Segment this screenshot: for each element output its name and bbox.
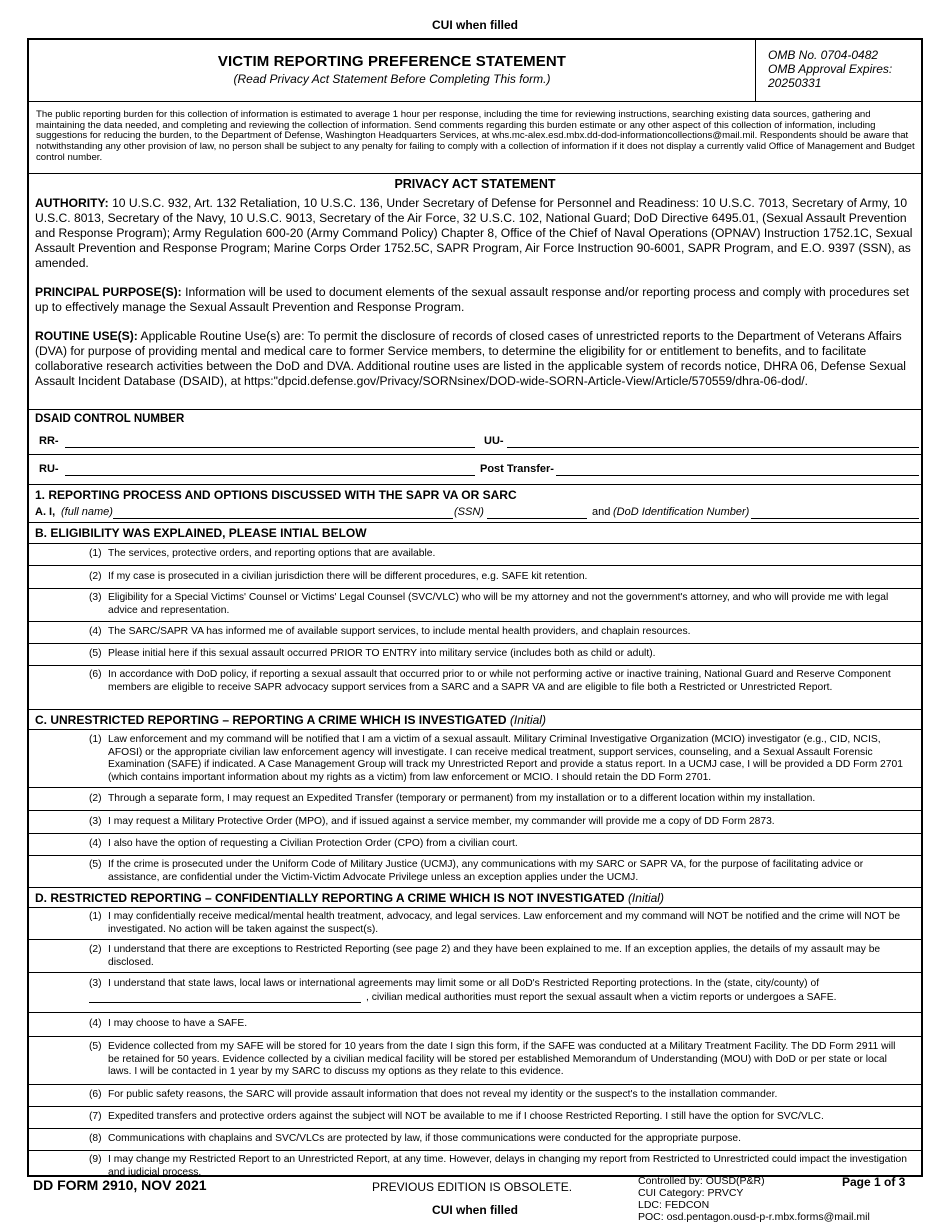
item-text: I understand that there are exceptions to Restricted Reporting (see page 2) and they have been explained to me. If an exception applies, the details of my assault may be disclosed. bbox=[108, 944, 881, 968]
routine-label: ROUTINE USE(S): bbox=[35, 329, 138, 343]
ssn-field[interactable] bbox=[487, 518, 587, 519]
item-text: Please initial here if this sexual assault occurred PRIOR TO ENTRY into military service (includes both as child or adult). bbox=[108, 648, 656, 659]
item-text: Through a separate form, I may request an Expedited Transfer (temporary or permanent) from my installation or to a different location within my installation. bbox=[108, 793, 816, 804]
item-number: (3) bbox=[89, 592, 102, 603]
obsolete-notice: PREVIOUS EDITION IS OBSOLETE. bbox=[372, 1180, 573, 1194]
section-d-item[interactable] bbox=[29, 908, 921, 940]
full-name-field[interactable] bbox=[113, 518, 453, 519]
jurisdiction-line bbox=[89, 991, 907, 1007]
section-c-item[interactable] bbox=[29, 856, 921, 888]
section-b-item[interactable] bbox=[29, 666, 921, 710]
section-d-item[interactable] bbox=[29, 1037, 921, 1085]
section-c-item[interactable] bbox=[29, 788, 921, 811]
section-1-title: 1. REPORTING PROCESS AND OPTIONS DISCUSSED WITH THE SAPR VA OR SARC bbox=[35, 488, 517, 502]
section-c-heading-text: C. UNRESTRICTED REPORTING – REPORTING A CRIME WHICH IS INVESTIGATED bbox=[35, 713, 507, 727]
section-b-item[interactable] bbox=[29, 566, 921, 589]
item-text: Communications with chaplains and SVC/VLCs are protected by law, if those communications were conducted for the appropriate purpose. bbox=[108, 1133, 742, 1144]
dod-id-field[interactable] bbox=[751, 518, 919, 519]
item-text: If my case is prosecuted in a civilian jurisdiction there will be different procedures, e.g. SAFE kit retention. bbox=[108, 571, 588, 582]
dsaid-control-number-block bbox=[29, 410, 921, 485]
item-text: If the crime is prosecuted under the Uniform Code of Military Justice (UCMJ), any communications with my SARC or SAPR VA, for the purpose of facilitating advice or assistance, are confidential under the Victim-Victim Advocate Privilege unless an exception applies under the UCMJ. bbox=[108, 859, 864, 883]
item-text: In accordance with DoD policy, if reporting a sexual assault that occurred prior to or while not performing active or inactive training, National Guard and Reserve Component members are eligible to receive SAPR advocacy support services from a SARC and a SAPR VA and are eligible to file both a Restricted or Unrestricted Report. bbox=[108, 669, 891, 693]
post-transfer-field[interactable] bbox=[556, 475, 919, 476]
item-text: The SARC/SAPR VA has informed me of available support services, to include mental health providers, and chaplain resources. bbox=[108, 626, 691, 637]
a-label: A. I, bbox=[35, 506, 56, 518]
item-text: For public safety reasons, the SARC will provide assault information that does not reveal my identity or the suspect's to the installation commander. bbox=[108, 1089, 778, 1100]
privacy-act-statement bbox=[29, 174, 921, 410]
section-d-item[interactable] bbox=[29, 1107, 921, 1129]
rr-field[interactable] bbox=[65, 447, 475, 448]
form-title: VICTIM REPORTING PREFERENCE STATEMENT bbox=[217, 53, 567, 70]
routine-use-paragraph bbox=[35, 329, 915, 389]
item-number: (3) bbox=[89, 978, 102, 989]
item-number: (1) bbox=[89, 911, 102, 922]
item-number: (6) bbox=[89, 1089, 102, 1100]
omb-expires-date: 20250331 bbox=[768, 76, 822, 90]
form-frame bbox=[27, 38, 923, 1177]
section-c-heading bbox=[29, 710, 921, 730]
form-header bbox=[29, 40, 921, 102]
section-b-item[interactable] bbox=[29, 544, 921, 566]
section-b-heading: B. ELIGIBILITY WAS EXPLAINED, PLEASE INTIAL BELOW bbox=[29, 523, 921, 544]
uu-field[interactable] bbox=[507, 447, 919, 448]
section-1-a-row bbox=[29, 503, 921, 523]
cui-top-marking: CUI when filled bbox=[431, 18, 518, 32]
post-transfer-label: Post Transfer- bbox=[480, 463, 554, 475]
section-c-item[interactable] bbox=[29, 730, 921, 788]
routine-text: Applicable Routine Use(s) are: To permit the disclosure of records of closed cases of unrestricted reports to the Department of Veterans Affairs (DVA) for purpose of providing mental and medical care to former Service members, to determine the eligibility for or entitlement to benefits, and to facilitate collaborative research activities between the DoD and DVA. Additional routine uses are listed in the applicable system of records notice, DHRA 06, Defense Sexual Assault Incident Database (DSAID), at https:"dpcid.defense.gov/Privacy/SORNsinex/DOD-wide-SORN-Article-View/Article/570559/dhra-06-dod/. bbox=[35, 329, 906, 388]
privacy-heading: PRIVACY ACT STATEMENT bbox=[394, 177, 556, 191]
rr-label: RR- bbox=[39, 435, 59, 447]
item-text: Expedited transfers and protective orders against the subject will NOT be available to me if I choose Restricted Reporting. I still have the option for SVC/VLC. bbox=[108, 1111, 824, 1122]
item-text: Evidence collected from my SAFE will be stored for 10 years from the date I sign this form, if the SAFE was conducted at a Military Treatment Facility. The DD Form 2911 will be retained for 50 years. Evidence collected by a civilian medical facility will be stored per established Memorandum of Understanding (MOU) with DoD or per state or local laws. I will be contacted in 1 year by my SARC to discuss my options as they relate to this evidence. bbox=[108, 1041, 896, 1077]
form-footer bbox=[0, 1177, 950, 1230]
omb-block bbox=[755, 40, 921, 101]
item-number: (4) bbox=[89, 1018, 102, 1029]
section-c-item[interactable] bbox=[29, 834, 921, 856]
purpose-label: PRINCIPAL PURPOSE(S): bbox=[35, 285, 182, 299]
item-text: I may confidentially receive medical/mental health treatment, advocacy, and legal services. Law enforcement and my command will NOT be notified and the crime will NOT be investigated. No action will be taken against the suspect(s). bbox=[108, 911, 901, 935]
item-number: (2) bbox=[89, 944, 102, 955]
form-id: DD FORM 2910, NOV 2021 bbox=[33, 1177, 207, 1193]
section-d-heading-note: (Initial) bbox=[627, 891, 664, 905]
item-number: (1) bbox=[89, 548, 102, 559]
burden-statement: The public reporting burden for this collection of information is estimated to average 1 hour per response, including the time for reviewing instructions, searching existing data sources, gathering and maintaining the data needed, and completing and reviewing the collection of information. Send comments regarding this burden estimate or any other aspect of this collection of information, including suggestions for reducing the burden, to the Department of Defense, Washington Headquarters Services, at whs.mc-alex.esd.mbx.dd-dod-informationcollections@mail.mil. Respondents should be aware that notwithstanding any other provision of law, no person shall be subject to any penalty for failing to comply with a collection of information if it does not display a currently valid Office of Management and Budget control number. bbox=[29, 102, 921, 174]
dod-id-label: (DoD Identification Number) bbox=[613, 506, 750, 518]
item-text: I also have the option of requesting a Civilian Protection Order (CPO) from a civilian court. bbox=[108, 838, 518, 849]
item-text: I may choose to have a SAFE. bbox=[108, 1018, 248, 1029]
item-text: I may change my Restricted Report to an Unrestricted Report, at any time. However, delays in changing my report from Restricted to Unrestricted could impact the investigation and judicial process. bbox=[108, 1154, 907, 1178]
item-number: (7) bbox=[89, 1111, 102, 1122]
item-number: (4) bbox=[89, 626, 102, 637]
section-d-item[interactable] bbox=[29, 940, 921, 973]
section-b-item[interactable] bbox=[29, 622, 921, 644]
item-text-after: , civilian medical authorities must report the sexual assault when a victim reports or undergoes a SAFE. bbox=[366, 991, 837, 1003]
dsaid-divider bbox=[29, 454, 921, 455]
item-text: I understand that state laws, local laws or international agreements may limit some or all DoD's Restricted Reporting protections. In the (state, city/county) of bbox=[108, 978, 820, 989]
section-d-item[interactable] bbox=[29, 1013, 921, 1037]
full-name-label: (full name) bbox=[61, 506, 113, 518]
item-number: (9) bbox=[89, 1154, 102, 1165]
ru-field[interactable] bbox=[65, 475, 475, 476]
item-number: (3) bbox=[89, 816, 102, 827]
item-number: (1) bbox=[89, 734, 102, 745]
section-d-heading-text: D. RESTRICTED REPORTING – CONFIDENTIALLY REPORTING A CRIME WHICH IS NOT INVESTIGATED bbox=[35, 891, 625, 905]
item-number: (6) bbox=[89, 669, 102, 680]
ru-label: RU- bbox=[39, 463, 59, 475]
ssn-label: (SSN) bbox=[454, 506, 484, 518]
purpose-text: Information will be used to document elements of the sexual assault response and/or reporting process and comply with procedures set up to effectively manage the Sexual Assault Prevention and Response Program. bbox=[35, 285, 910, 314]
ldc: LDC: FEDCON bbox=[638, 1199, 710, 1211]
cui-bottom-marking: CUI when filled bbox=[431, 1203, 518, 1217]
form-subtitle: (Read Privacy Act Statement Before Completing This form.) bbox=[233, 72, 551, 86]
omb-expires-label: OMB Approval Expires: bbox=[768, 62, 893, 76]
item-number: (5) bbox=[89, 1041, 102, 1052]
item-text: Law enforcement and my command will be notified that I am a victim of a sexual assault. Military Criminal Investigative Organization (MCIO) investigator (e.g., CID, NCIS, AFOSI) or the appropriate civilian law enforcement agency will investigate. I can receive medical treatment, support services, counseling, and a Sexual Assault Forensic Examination (SAFE) if indicated. A Case Management Group will track my Unrestricted Report and provide a status report. In a UCMJ case, I will be provided a DD Form 2701 (which contains important information about my rights as a victim) from law enforcement or MCIO. I should retain the DD Form 2701. bbox=[108, 734, 903, 783]
item-number: (2) bbox=[89, 571, 102, 582]
controlled-by: Controlled by: OUSD(P&R) bbox=[638, 1175, 765, 1187]
item-text: The services, protective orders, and reporting options that are available. bbox=[108, 548, 436, 559]
item-number: (5) bbox=[89, 859, 102, 870]
section-c-item[interactable] bbox=[29, 811, 921, 834]
section-c-heading-note: (Initial) bbox=[509, 713, 546, 727]
page-number: Page 1 of 3 bbox=[842, 1175, 906, 1189]
section-d-item[interactable] bbox=[29, 1129, 921, 1151]
item-text: Eligibility for a Special Victims' Counsel or Victims' Legal Counsel (SVC/VLC) who will be my attorney and not the government's attorney, and who will provide me with legal advice and representation. bbox=[108, 592, 889, 616]
authority-text: 10 U.S.C. 932, Art. 132 Retaliation, 10 U.S.C. 136, Under Secretary of Defense for Personnel and Readiness: 10 U.S.C. 7013, Secretary of Army, 10 U.S.C. 8013, Secretary of the Navy, 10 U.S.C. 9013, Secretary of the Air Force, 32 U.S.C. 102, National Guard; DoD Directive 6495.01, (Sexual Assault Prevention and Response Program); Army Regulation 600-20 (Army Command Policy) Chapter 8, Office of the Chief of Naval Operations (OPNAV) Instruction 1752.1C, Sexual Assault Prevention and Response Program; Marine Corps Order 1752.5C, SAPR Program, Air Force Instruction 90-6001, SAPR Program, and E.O. 9397 (SSN), as amended. bbox=[35, 196, 913, 270]
header-title-block bbox=[29, 40, 755, 101]
uu-label: UU- bbox=[484, 435, 504, 447]
section-d-item[interactable] bbox=[29, 973, 921, 1013]
cui-category: CUI Category: PRVCY bbox=[638, 1187, 744, 1199]
section-b-item[interactable] bbox=[29, 589, 921, 622]
dsaid-title: DSAID CONTROL NUMBER bbox=[35, 413, 185, 425]
section-b-item[interactable] bbox=[29, 644, 921, 666]
authority-label: AUTHORITY: bbox=[35, 196, 109, 210]
authority-paragraph bbox=[35, 196, 915, 271]
poc: POC: osd.pentagon.ousd-p-r.mbx.forms@mail.mil bbox=[638, 1211, 870, 1223]
item-text: I may request a Military Protective Order (MPO), and if issued against a service member, my commander will provide me a copy of DD Form 2873. bbox=[108, 816, 775, 827]
item-number: (5) bbox=[89, 648, 102, 659]
jurisdiction-field[interactable] bbox=[89, 1002, 361, 1003]
section-d-heading bbox=[29, 888, 921, 908]
section-d-item[interactable] bbox=[29, 1085, 921, 1107]
item-number: (2) bbox=[89, 793, 102, 804]
and-label: and bbox=[592, 506, 611, 518]
omb-number: OMB No. 0704-0482 bbox=[768, 48, 879, 62]
item-number: (4) bbox=[89, 838, 102, 849]
purpose-paragraph bbox=[35, 285, 915, 315]
item-number: (8) bbox=[89, 1133, 102, 1144]
